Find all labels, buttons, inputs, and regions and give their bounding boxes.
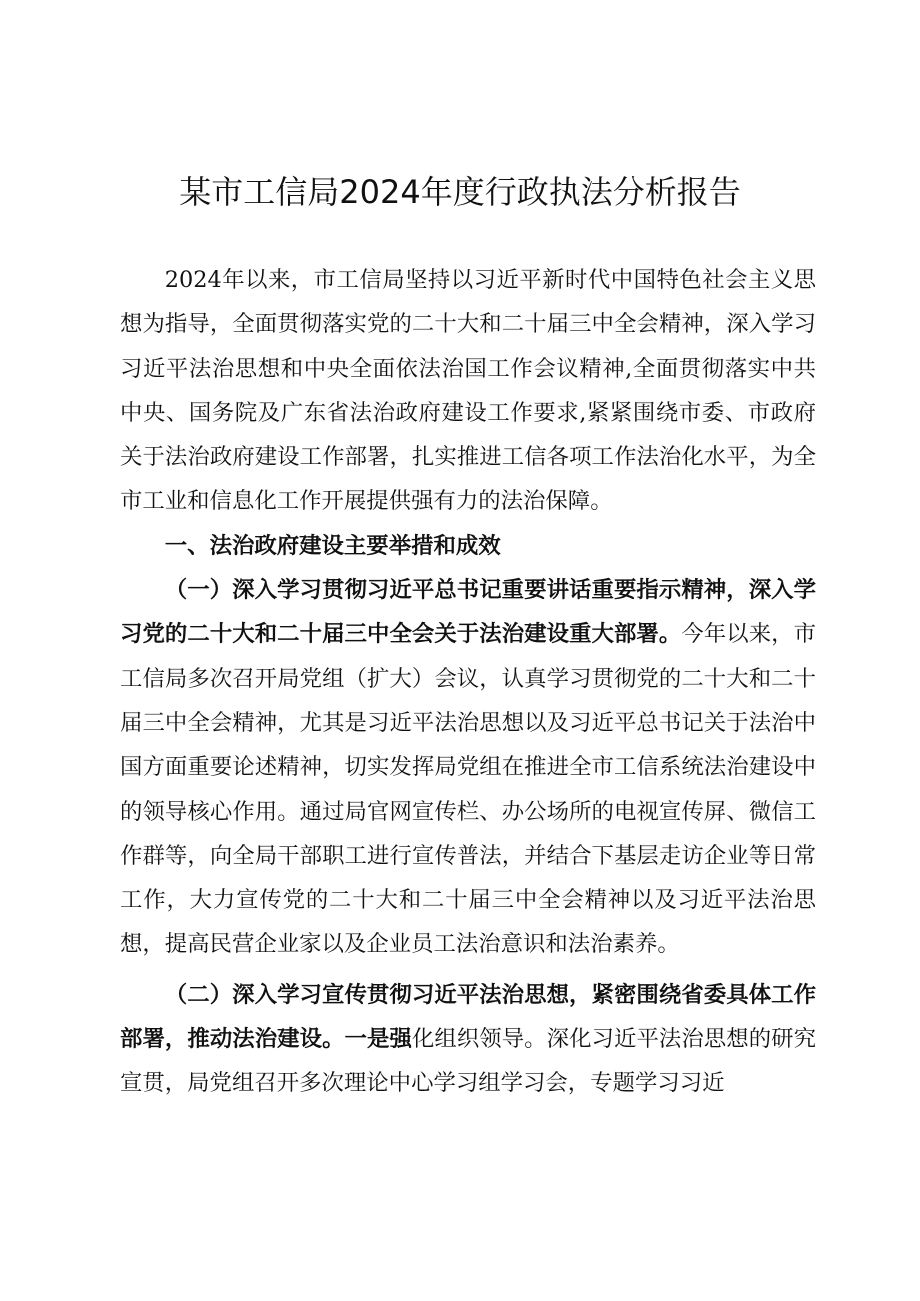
item-2-text: 化组织领导。深化习近平法治思想的研究宣贯，局党组召开多次理论中心学习组学习会，专题学习习近 (120, 1026, 817, 1097)
document-title: 某市工信局2024年度行政执法分析报告 (179, 173, 741, 211)
intro-paragraph: 2024年以来，市工信局坚持以习近平新时代中国特色社会主义思想为指导，全面贯彻落实党的二十大和二十届三中全会精神，深入学习习近平法治思想和中央全面依法治国工作会议精神,全面贯彻落实中共中央、国务院及广东省法治政府建设工作要求,紧紧围绕市委、市政府关于法治政府建设工作部署，扎实推进工信各项工作法治化水平，为全市工业和信息化工作开展提供强有力的法治保障。 (120, 267, 816, 515)
item-2-paragraph (120, 973, 816, 1106)
item-1-lead: （一）深入学习贯彻习近平总书记重要讲话重要指示精神，深入学习党的二十大和二十届三中全会关于法治建设重大部署。 (120, 577, 816, 648)
document-body (120, 258, 816, 1106)
item-1-text: 今年以来，市工信局多次召开局党组（扩大）会议，认真学习贯彻党的二十大和二十届三中全会精神，尤其是习近平法治思想以及习近平总书记关于法治中国方面重要论述精神，切实发挥局党组在推进全市工信系统法治建设中的领导核心作用。通过局官网宣传栏、办公场所的电视宣传屏、微信工作群等，向全局干部职工进行宣传普法，并结合下基层走访企业等日常工作，大力宣传党的二十大和二十届三中全会精神以及习近平法治思想，提高民营企业家以及企业员工法治意识和法治素养。 (120, 621, 817, 958)
item-2-lead: （二）深入学习宣传贯彻习近平法治思想，紧密围绕省委具体工作部署，推动法治建设。一是强 (120, 981, 816, 1053)
section-heading-1: 一、法治政府建设主要举措和成效 (164, 532, 501, 559)
item-1-paragraph (120, 568, 816, 967)
